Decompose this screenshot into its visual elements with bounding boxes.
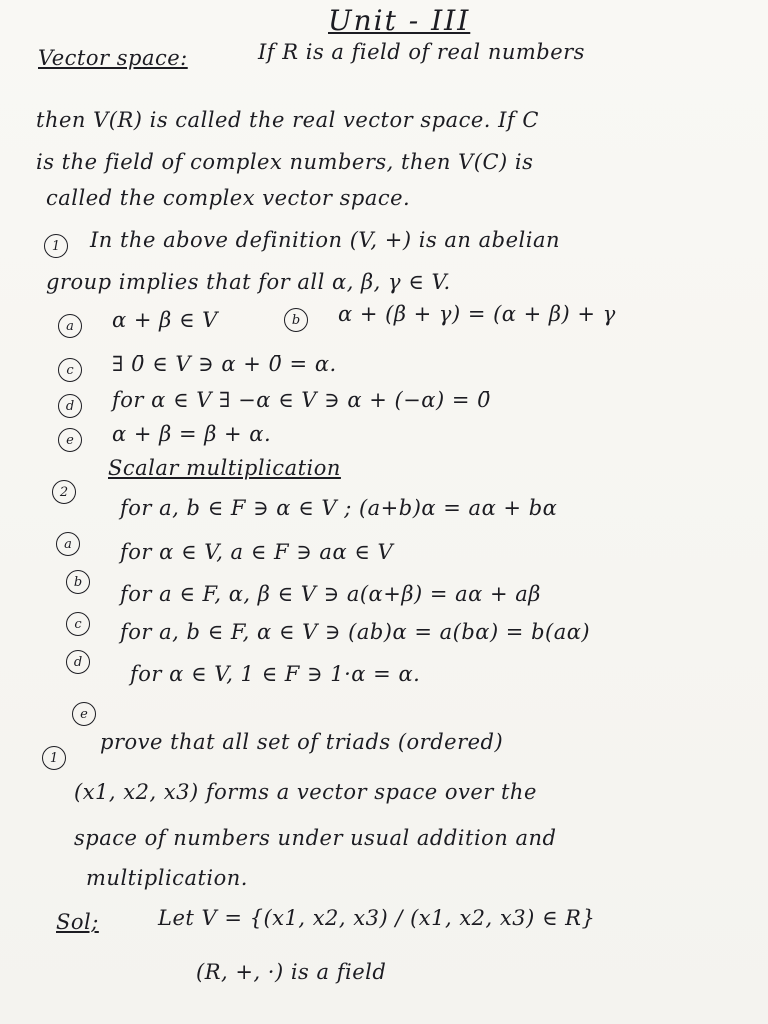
text-line: In the above definition (V, +) is an abelian bbox=[90, 228, 560, 252]
solution-label: Sol; bbox=[56, 910, 99, 934]
heading-scalar-multiplication: Scalar multiplication bbox=[108, 456, 341, 480]
text-line: for α ∈ V ∃ −α ∈ V ∋ α + (−α) = 0̄ bbox=[112, 388, 491, 412]
text-line: Let V = {(x1, x2, x3) / (x1, x2, x3) ∈ R} bbox=[158, 906, 596, 930]
text-line: then V(R) is called the real vector space. If C bbox=[36, 108, 539, 132]
item-letter: d bbox=[66, 650, 90, 674]
text-line: (R, +, ·) is a field bbox=[196, 960, 387, 984]
text-line: for α ∈ V, 1 ∈ F ∋ 1·α = α. bbox=[130, 662, 421, 686]
text-line: called the complex vector space. bbox=[46, 186, 411, 210]
text-line: α + β = β + α. bbox=[112, 422, 272, 446]
item-letter: b bbox=[66, 570, 90, 594]
item-letter: e bbox=[58, 428, 82, 452]
item-number: 1 bbox=[44, 234, 68, 258]
text-line: group implies that for all α, β, γ ∈ V. bbox=[46, 270, 451, 294]
text-line: α + (β + γ) = (α + β) + γ bbox=[338, 302, 616, 326]
text-line: α + β ∈ V bbox=[112, 308, 218, 332]
item-letter: c bbox=[58, 358, 82, 382]
text-line: for a ∈ F, α, β ∈ V ∋ a(α+β) = aα + aβ bbox=[120, 582, 541, 606]
item-letter: e bbox=[72, 702, 96, 726]
text-line: prove that all set of triads (ordered) bbox=[100, 730, 504, 754]
item-letter: a bbox=[56, 532, 80, 556]
item-letter: d bbox=[58, 394, 82, 418]
text-line: (x1, x2, x3) forms a vector space over the bbox=[74, 780, 537, 804]
text-line: ∃ 0̄ ∈ V ∋ α + 0̄ = α. bbox=[112, 352, 337, 376]
text-line: is the field of complex numbers, then V(C) is bbox=[36, 150, 534, 174]
item-letter: a bbox=[58, 314, 82, 338]
text-line: for a, b ∈ F ∋ α ∈ V ; (a+b)α = aα + bα bbox=[120, 496, 558, 520]
item-number: 2 bbox=[52, 480, 76, 504]
item-letter: c bbox=[66, 612, 90, 636]
page-title: Unit - III bbox=[328, 4, 471, 37]
item-letter: b bbox=[284, 308, 308, 332]
text-line: multiplication. bbox=[86, 866, 248, 890]
text-line: for a, b ∈ F, α ∈ V ∋ (ab)α = a(bα) = b(aα) bbox=[120, 620, 591, 644]
text-line: space of numbers under usual addition and bbox=[74, 826, 557, 850]
text-line: for α ∈ V, a ∈ F ∋ aα ∈ V bbox=[120, 540, 394, 564]
text-line: If R is a field of real numbers bbox=[258, 40, 585, 64]
item-number: 1 bbox=[42, 746, 66, 770]
heading-vector-space: Vector space: bbox=[38, 46, 188, 70]
